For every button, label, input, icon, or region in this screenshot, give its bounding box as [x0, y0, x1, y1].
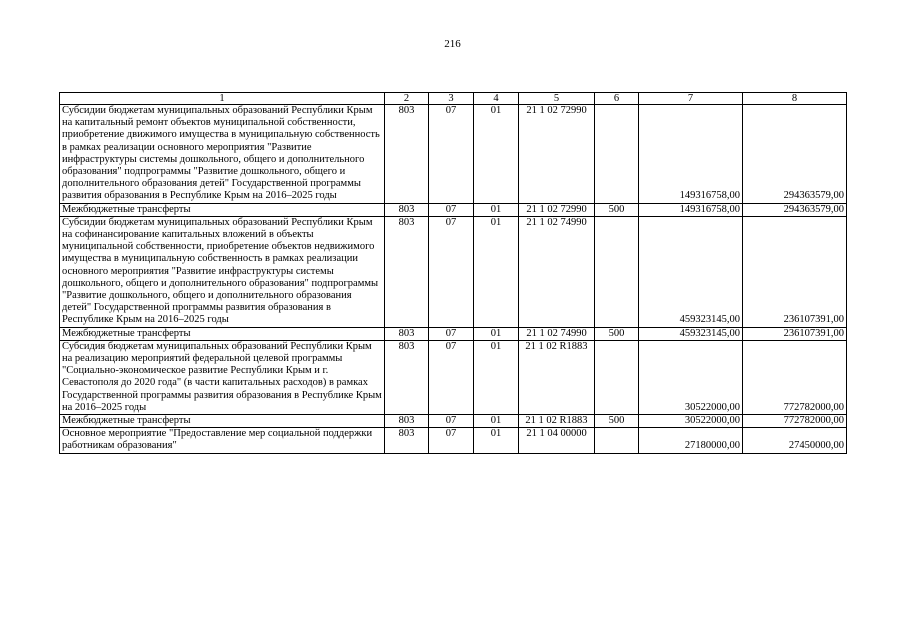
row-name: Субсидии бюджетам муниципальных образований Республики Крым на софинансирование капитальных вложений в объекты муниципальной собственности, приобретение объектов недвижимого имущества в муниципальную собственность в рамках реализации основного мероприятия "Развитие инфраструктуры системы дошкольного, общего и дополнительного образования" подпрограммы "Развитие дошкольного, общего и дополнительного образования детей" Государственной программы развития образования в Республике Крым на 2016–2025 годы: [60, 216, 385, 327]
cell-section: 07: [429, 415, 474, 428]
cell-subsection: 01: [474, 105, 519, 204]
cell-section: 07: [429, 216, 474, 327]
budget-table: [59, 92, 847, 454]
cell-expense-type: [595, 340, 639, 414]
table-row: [60, 340, 847, 414]
row-name: Межбюджетные трансферты: [60, 327, 385, 340]
row-name: Субсидия бюджетам муниципальных образований Республики Крым на реализацию мероприятий федеральной целевой программы "Социально-экономическое развитие Республики Крым и г. Севастополя до 2020 года" (в части капитальных расходов) в рамках Государственной программы развития образования в Республике Крым на 2016–2025 годы: [60, 340, 385, 414]
cell-amount-year1: 30522000,00: [639, 340, 743, 414]
cell-target-article: 21 1 02 72990: [519, 203, 595, 216]
cell-section: 07: [429, 340, 474, 414]
column-header: 2: [385, 93, 429, 105]
cell-ministry-code: 803: [385, 415, 429, 428]
cell-ministry-code: 803: [385, 105, 429, 204]
table-row: [60, 428, 847, 453]
cell-subsection: 01: [474, 327, 519, 340]
cell-amount-year1: 149316758,00: [639, 203, 743, 216]
cell-expense-type: 500: [595, 327, 639, 340]
table-row: [60, 203, 847, 216]
cell-section: 07: [429, 428, 474, 453]
cell-amount-year1: 459323145,00: [639, 216, 743, 327]
cell-ministry-code: 803: [385, 340, 429, 414]
page-number: 216: [444, 38, 461, 50]
table-row: [60, 105, 847, 204]
cell-section: 07: [429, 327, 474, 340]
cell-amount-year1: 459323145,00: [639, 327, 743, 340]
cell-expense-type: [595, 105, 639, 204]
cell-amount-year2: 236107391,00: [743, 216, 847, 327]
cell-subsection: 01: [474, 216, 519, 327]
row-name: Основное мероприятие "Предоставление мер социальной поддержки работникам образования": [60, 428, 385, 453]
cell-section: 07: [429, 105, 474, 204]
row-name: Межбюджетные трансферты: [60, 203, 385, 216]
cell-expense-type: [595, 216, 639, 327]
cell-subsection: 01: [474, 203, 519, 216]
cell-amount-year1: 149316758,00: [639, 105, 743, 204]
column-header: 8: [743, 93, 847, 105]
row-name: Субсидии бюджетам муниципальных образований Республики Крым на капитальный ремонт объектов муниципальной собственности, приобретение движимого имущества в муниципальную собственность в рамках реализации основного мероприятия "Развитие инфраструктуры системы дошкольного, общего и дополнительного образования" подпрограммы "Развитие дошкольного, общего и дополнительного образования детей" Государственной программы развития образования в Республике Крым на 2016–2025 годы: [60, 105, 385, 204]
column-header: 4: [474, 93, 519, 105]
cell-subsection: 01: [474, 428, 519, 453]
column-header: 3: [429, 93, 474, 105]
cell-ministry-code: 803: [385, 428, 429, 453]
column-header: 1: [60, 93, 385, 105]
cell-expense-type: 500: [595, 203, 639, 216]
cell-target-article: 21 1 04 00000: [519, 428, 595, 453]
cell-amount-year2: 236107391,00: [743, 327, 847, 340]
cell-amount-year2: 772782000,00: [743, 415, 847, 428]
cell-ministry-code: 803: [385, 216, 429, 327]
cell-amount-year2: 27450000,00: [743, 428, 847, 453]
cell-target-article: 21 1 02 R1883: [519, 340, 595, 414]
cell-amount-year2: 294363579,00: [743, 105, 847, 204]
column-header: 6: [595, 93, 639, 105]
cell-expense-type: 500: [595, 415, 639, 428]
table-row: [60, 415, 847, 428]
cell-expense-type: [595, 428, 639, 453]
table-header-row: [60, 93, 847, 105]
table-row: [60, 327, 847, 340]
cell-target-article: 21 1 02 72990: [519, 105, 595, 204]
cell-amount-year1: 27180000,00: [639, 428, 743, 453]
cell-section: 07: [429, 203, 474, 216]
cell-ministry-code: 803: [385, 327, 429, 340]
cell-subsection: 01: [474, 340, 519, 414]
cell-subsection: 01: [474, 415, 519, 428]
column-header: 5: [519, 93, 595, 105]
cell-ministry-code: 803: [385, 203, 429, 216]
table-row: [60, 216, 847, 327]
cell-amount-year2: 772782000,00: [743, 340, 847, 414]
row-name: Межбюджетные трансферты: [60, 415, 385, 428]
cell-target-article: 21 1 02 74990: [519, 327, 595, 340]
cell-target-article: 21 1 02 74990: [519, 216, 595, 327]
column-header: 7: [639, 93, 743, 105]
cell-target-article: 21 1 02 R1883: [519, 415, 595, 428]
cell-amount-year1: 30522000,00: [639, 415, 743, 428]
cell-amount-year2: 294363579,00: [743, 203, 847, 216]
